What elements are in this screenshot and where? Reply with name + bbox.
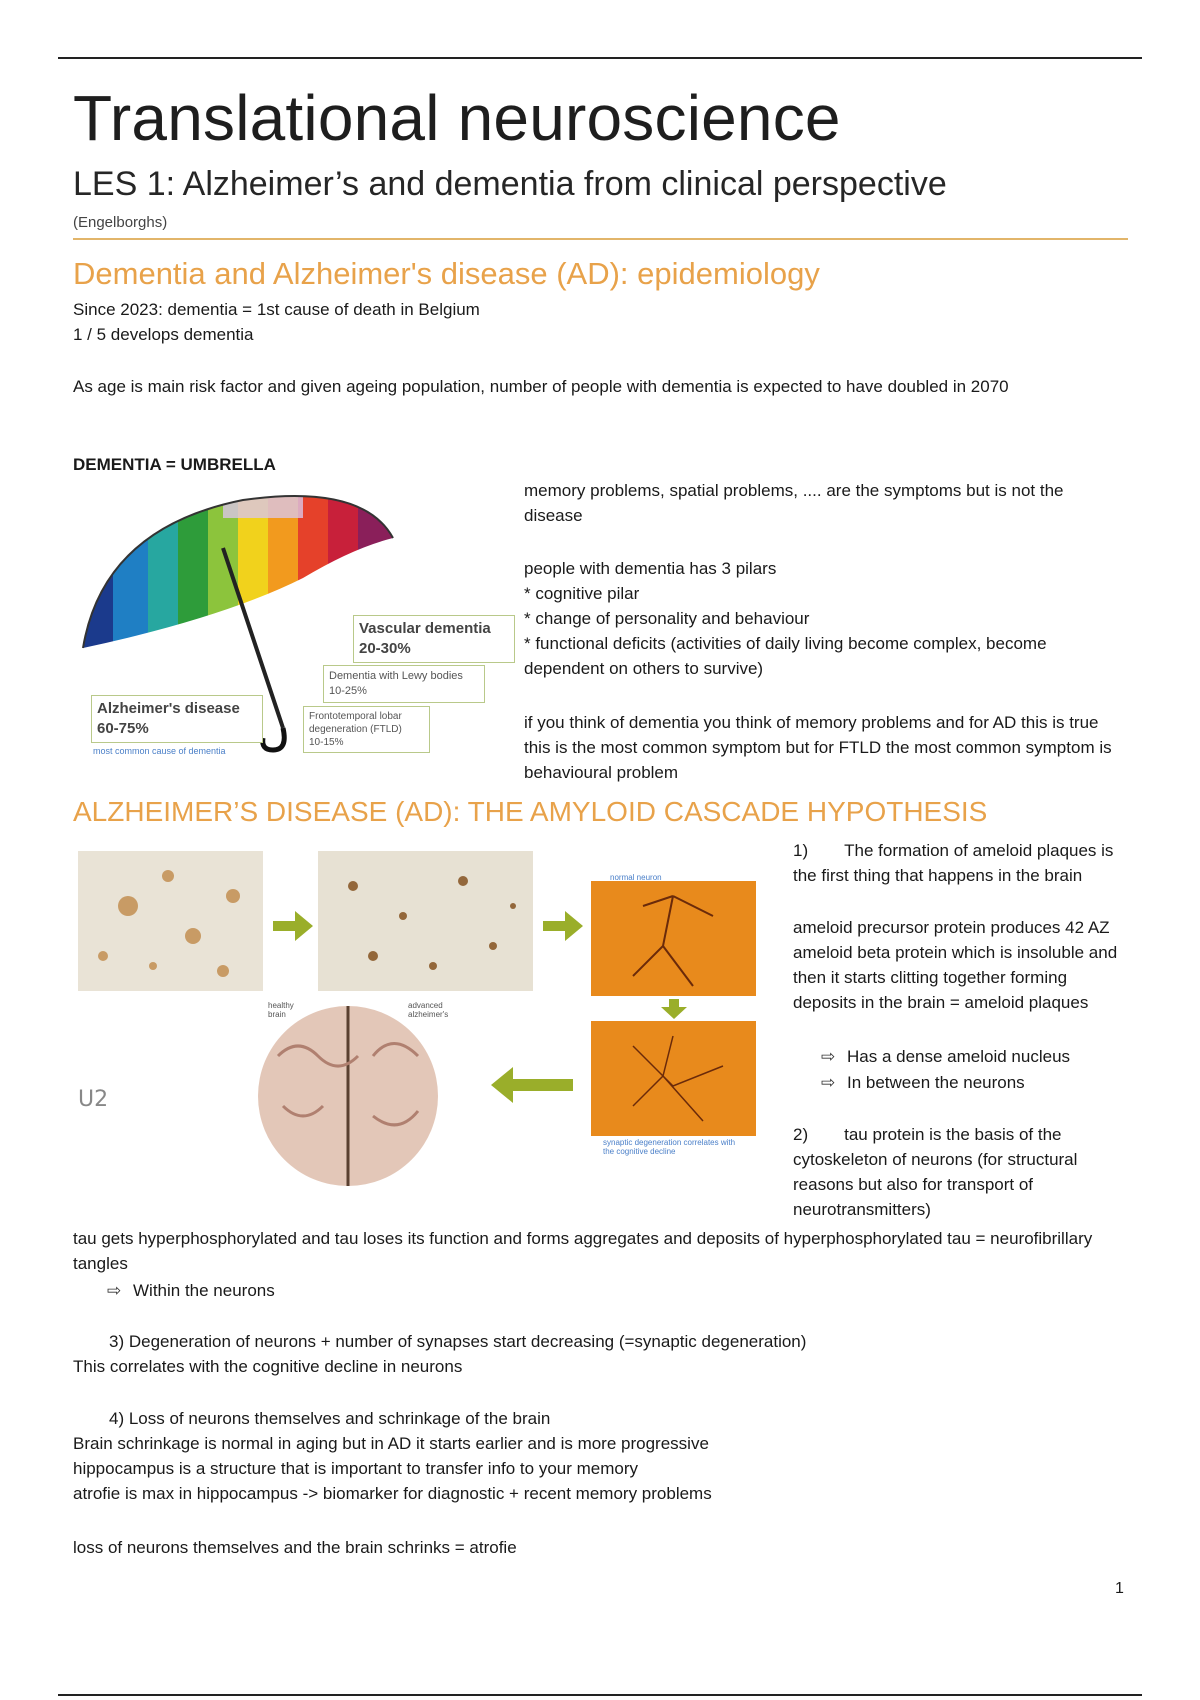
lewy-label: Dementia with Lewy bodies — [329, 670, 463, 682]
arrow-right-icon: ⇨ — [107, 1281, 122, 1300]
pilar-item-2: * change of personality and behaviour — [524, 609, 810, 628]
arrow-right-icon: ⇨ — [821, 1047, 836, 1066]
cascade-item-1-detail: ameloid precursor protein produces 42 AZ ameloid beta protein which is insoluble and then it starts clitting together forming deposits in the brain = ameloid plaques — [793, 918, 1118, 1012]
ftld-percentage: 10-15% — [309, 737, 344, 748]
atrofie-line: loss of neurons themselves and the brain schrinks = atrofie — [73, 1538, 517, 1557]
tau-sub-text: Within the neurons — [133, 1281, 275, 1300]
epidemiology-line-1: Since 2023: dementia = 1st cause of death in Belgium — [73, 300, 480, 319]
sub-1-text: Has a dense ameloid nucleus — [847, 1047, 1071, 1066]
cascade-item-1 — [793, 838, 1123, 888]
ad-percentage: 60-75% — [97, 720, 149, 737]
pilar-item-1: * cognitive pilar — [524, 584, 640, 603]
cascade-item-2 — [793, 1122, 1123, 1222]
memory-paragraph: if you think of dementia you think of memory problems and for AD this is true this is the most common symptom but for FTLD the most common symptom is behavioural problem — [524, 713, 1112, 782]
document-title: Translational neuroscience — [73, 82, 841, 154]
lewy-bodies-box — [323, 665, 485, 703]
svg-text:U2: U2 — [78, 1087, 109, 1112]
alzheimers-box — [91, 695, 263, 743]
arrow-right-icon: ⇨ — [821, 1073, 836, 1092]
advanced-alzheimers-label: advanced alzheimer's — [408, 1001, 449, 1019]
ftld-box — [303, 706, 430, 753]
symptoms-paragraph: memory problems, spatial problems, .... are the symptoms but is not the disease — [524, 481, 1064, 525]
cascade-item-4-line-b: hippocampus is a structure that is important to transfer info to your memory — [73, 1459, 639, 1478]
umbrella-label: DEMENTIA = UMBRELLA — [73, 455, 276, 474]
tau-sub — [107, 1278, 275, 1303]
epidemiology-paragraph: As age is main risk factor and given ageing population, number of people with dementia is expected to have doubled in 2070 — [73, 377, 1009, 396]
synaptic-degeneration-label: synaptic degeneration correlates with the cognitive decline — [603, 1138, 736, 1156]
cascade-sub-1 — [821, 1044, 1121, 1069]
vascular-percentage: 20-30% — [359, 640, 411, 657]
page-number: 1 — [1115, 1580, 1124, 1597]
author-note: (Engelborghs) — [73, 214, 168, 231]
item-2-text: tau protein is the basis of the cytoskeleton of neurons (for structural reasons but also for transport of neurotransmitters) — [793, 1125, 1078, 1219]
item-1-text: The formation of ameloid plaques is the first thing that happens in the brain — [793, 841, 1114, 885]
vascular-label: Vascular dementia — [359, 620, 491, 637]
cascade-item-4: 4) Loss of neurons themselves and schrinkage of the brain — [109, 1409, 551, 1428]
pilars-intro: people with dementia has 3 pilars — [524, 559, 777, 578]
cascade-sub-2 — [821, 1070, 1121, 1095]
cascade-item-4-line-a: Brain schrinkage is normal in aging but in AD it starts earlier and is more progressive — [73, 1434, 709, 1453]
healthy-brain-label: healthy brain — [268, 1001, 294, 1019]
bottom-rule — [58, 1694, 1142, 1696]
section-divider — [73, 238, 1128, 240]
tau-paragraph: tau gets hyperphosphorylated and tau loses its function and forms aggregates and deposits of hyperphosphorylated tau = neurofibrillary tangles — [73, 1229, 1093, 1273]
cascade-item-3-detail: This correlates with the cognitive decline in neurons — [73, 1357, 463, 1376]
cascade-item-3: 3) Degeneration of neurons + number of synapses start decreasing (=synaptic degeneration) — [109, 1332, 807, 1351]
top-rule — [58, 57, 1142, 59]
item-1-number: 1) — [793, 841, 809, 860]
cascade-item-4-line-c: atrofie is max in hippocampus -> biomarker for diagnostic + recent memory problems — [73, 1484, 712, 1503]
document-subtitle: LES 1: Alzheimer’s and dementia from clinical perspective — [73, 165, 947, 203]
sub-2-text: In between the neurons — [847, 1073, 1025, 1092]
item-2-number: 2) — [793, 1125, 809, 1144]
lewy-percentage: 10-25% — [329, 685, 367, 697]
vascular-dementia-box — [353, 615, 515, 663]
ftld-label: Frontotemporal lobar degeneration (FTLD) — [309, 711, 402, 735]
section-heading-epidemiology: Dementia and Alzheimer's disease (AD): epidemiology — [73, 256, 820, 291]
normal-neuron-label: normal neuron — [610, 873, 662, 882]
section-heading-amyloid: ALZHEIMER’S DISEASE (AD): THE AMYLOID CASCADE HYPOTHESIS — [73, 796, 988, 827]
ad-label: Alzheimer's disease — [97, 700, 240, 717]
pilar-item-3: * functional deficits (activities of daily living become complex, become dependent on others to survive) — [524, 634, 1047, 678]
epidemiology-line-2: 1 / 5 develops dementia — [73, 325, 254, 344]
ad-caption: most common cause of dementia — [93, 746, 226, 756]
